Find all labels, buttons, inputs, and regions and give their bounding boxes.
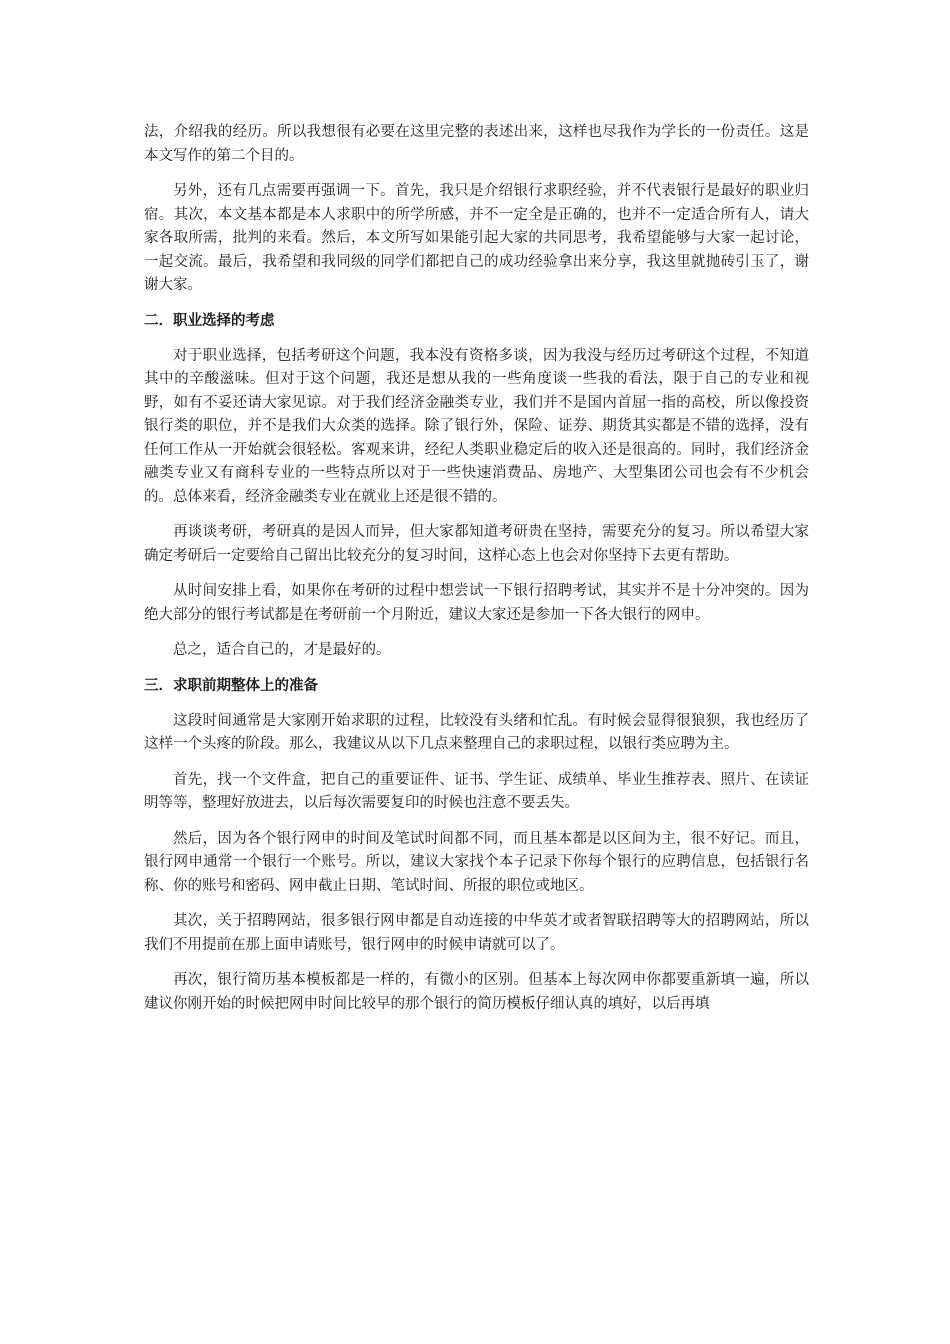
paragraph: 首先，找一个文件盒，把自己的重要证件、证书、学生证、成绩单、毕业生推荐表、照片、在读证明等等，整理好放进去，以后每次需要复印的时候也注意不要丢失。 [144, 771, 809, 811]
paragraph: 然后，因为各个银行网申的时间及笔试时间都不同，而且基本都是以区间为主，很不好记。而且，银行网申通常一个银行一个账号。所以，建议大家找个本子记录下你每个银行的应聘信息，包括银行名称、你的账号和密码、网申截止日期、笔试时间、所报的职位或地区。 [144, 830, 809, 894]
paragraph: 对于职业选择，包括考研这个问题，我本没有资格多谈，因为我没与经历过考研这个过程，不知道其中的辛酸滋味。但对于这个问题，我还是想从我的一些角度谈一些我的看法，限于自己的专业和视野，如有不妥还请大家见谅。对于我们经济金融类专业，我们并不是国内首屈一指的高校，所以像投资银行类的职位，并不是我们大众类的选择。除了银行外，保险、证券、期货其实都是不错的选择，没有任何工作从一开始就会很轻松。客观来讲，经纪人类职业稳定后的收入还是很高的。同时，我们经济金融类专业又有商科专业的一些特点所以对于一些快速消费品、房地产、大型集团公司也会有不少机会的。总体来看，经济金融类专业在就业上还是很不错的。 [144, 347, 809, 505]
paragraph: 再次，银行简历基本模板都是一样的，有微小的区别。但基本上每次网申你都要重新填一遍，所以建议你刚开始的时候把网申时间比较早的那个银行的简历模板仔细认真的填好，以后再填 [144, 972, 809, 1012]
paragraph: 再谈谈考研，考研真的是因人而异，但大家都知道考研贵在坚持，需要充分的复习。所以希望大家确定考研后一定要给自己留出比较充分的复习时间，这样心态上也会对你坚持下去更有帮助。 [144, 524, 809, 564]
paragraph: 其次，关于招聘网站，很多银行网申都是自动连接的中华英才或者智联招聘等大的招聘网站，所以我们不用提前在那上面申请账号，银行网申的时候申请就可以了。 [144, 913, 809, 953]
section-heading: 三．求职前期整体上的准备 [144, 677, 318, 694]
document-page [144, 121, 809, 1028]
section-heading: 二．职业选择的考虑 [144, 312, 275, 329]
paragraph: 另外，还有几点需要再强调一下。首先，我只是介绍银行求职经验，并不代表银行是最好的职业归宿。其次，本文基本都是本人求职中的所学所感，并不一定全是正确的，也并不一定适合所有人，请大家各取所需，批判的来看。然后，本文所写如果能引起大家的共同思考，我希望能够与大家一起讨论，一起交流。最后，我希望和我同级的同学们都把自己的成功经验拿出来分享，我这里就抛砖引玉了，谢谢大家。 [144, 183, 809, 293]
paragraph: 总之，适合自己的，才是最好的。 [173, 642, 391, 658]
paragraph: 从时间安排上看，如果你在考研的过程中想尝试一下银行招聘考试，其实并不是十分冲突的。因为绝大部分的银行考试都是在考研前一个月附近，建议大家还是参加一下各大银行的网申。 [144, 583, 809, 623]
paragraph: 法，介绍我的经历。所以我想很有必要在这里完整的表述出来，这样也尽我作为学长的一份责任。这是本文写作的第二个目的。 [144, 124, 809, 164]
paragraph: 这段时间通常是大家刚开始求职的过程，比较没有头绪和忙乱。有时候会显得很狼狈，我也经历了这样一个头疼的阶段。那么，我建议从以下几点来整理自己的求职过程，以银行类应聘为主。 [144, 712, 809, 752]
